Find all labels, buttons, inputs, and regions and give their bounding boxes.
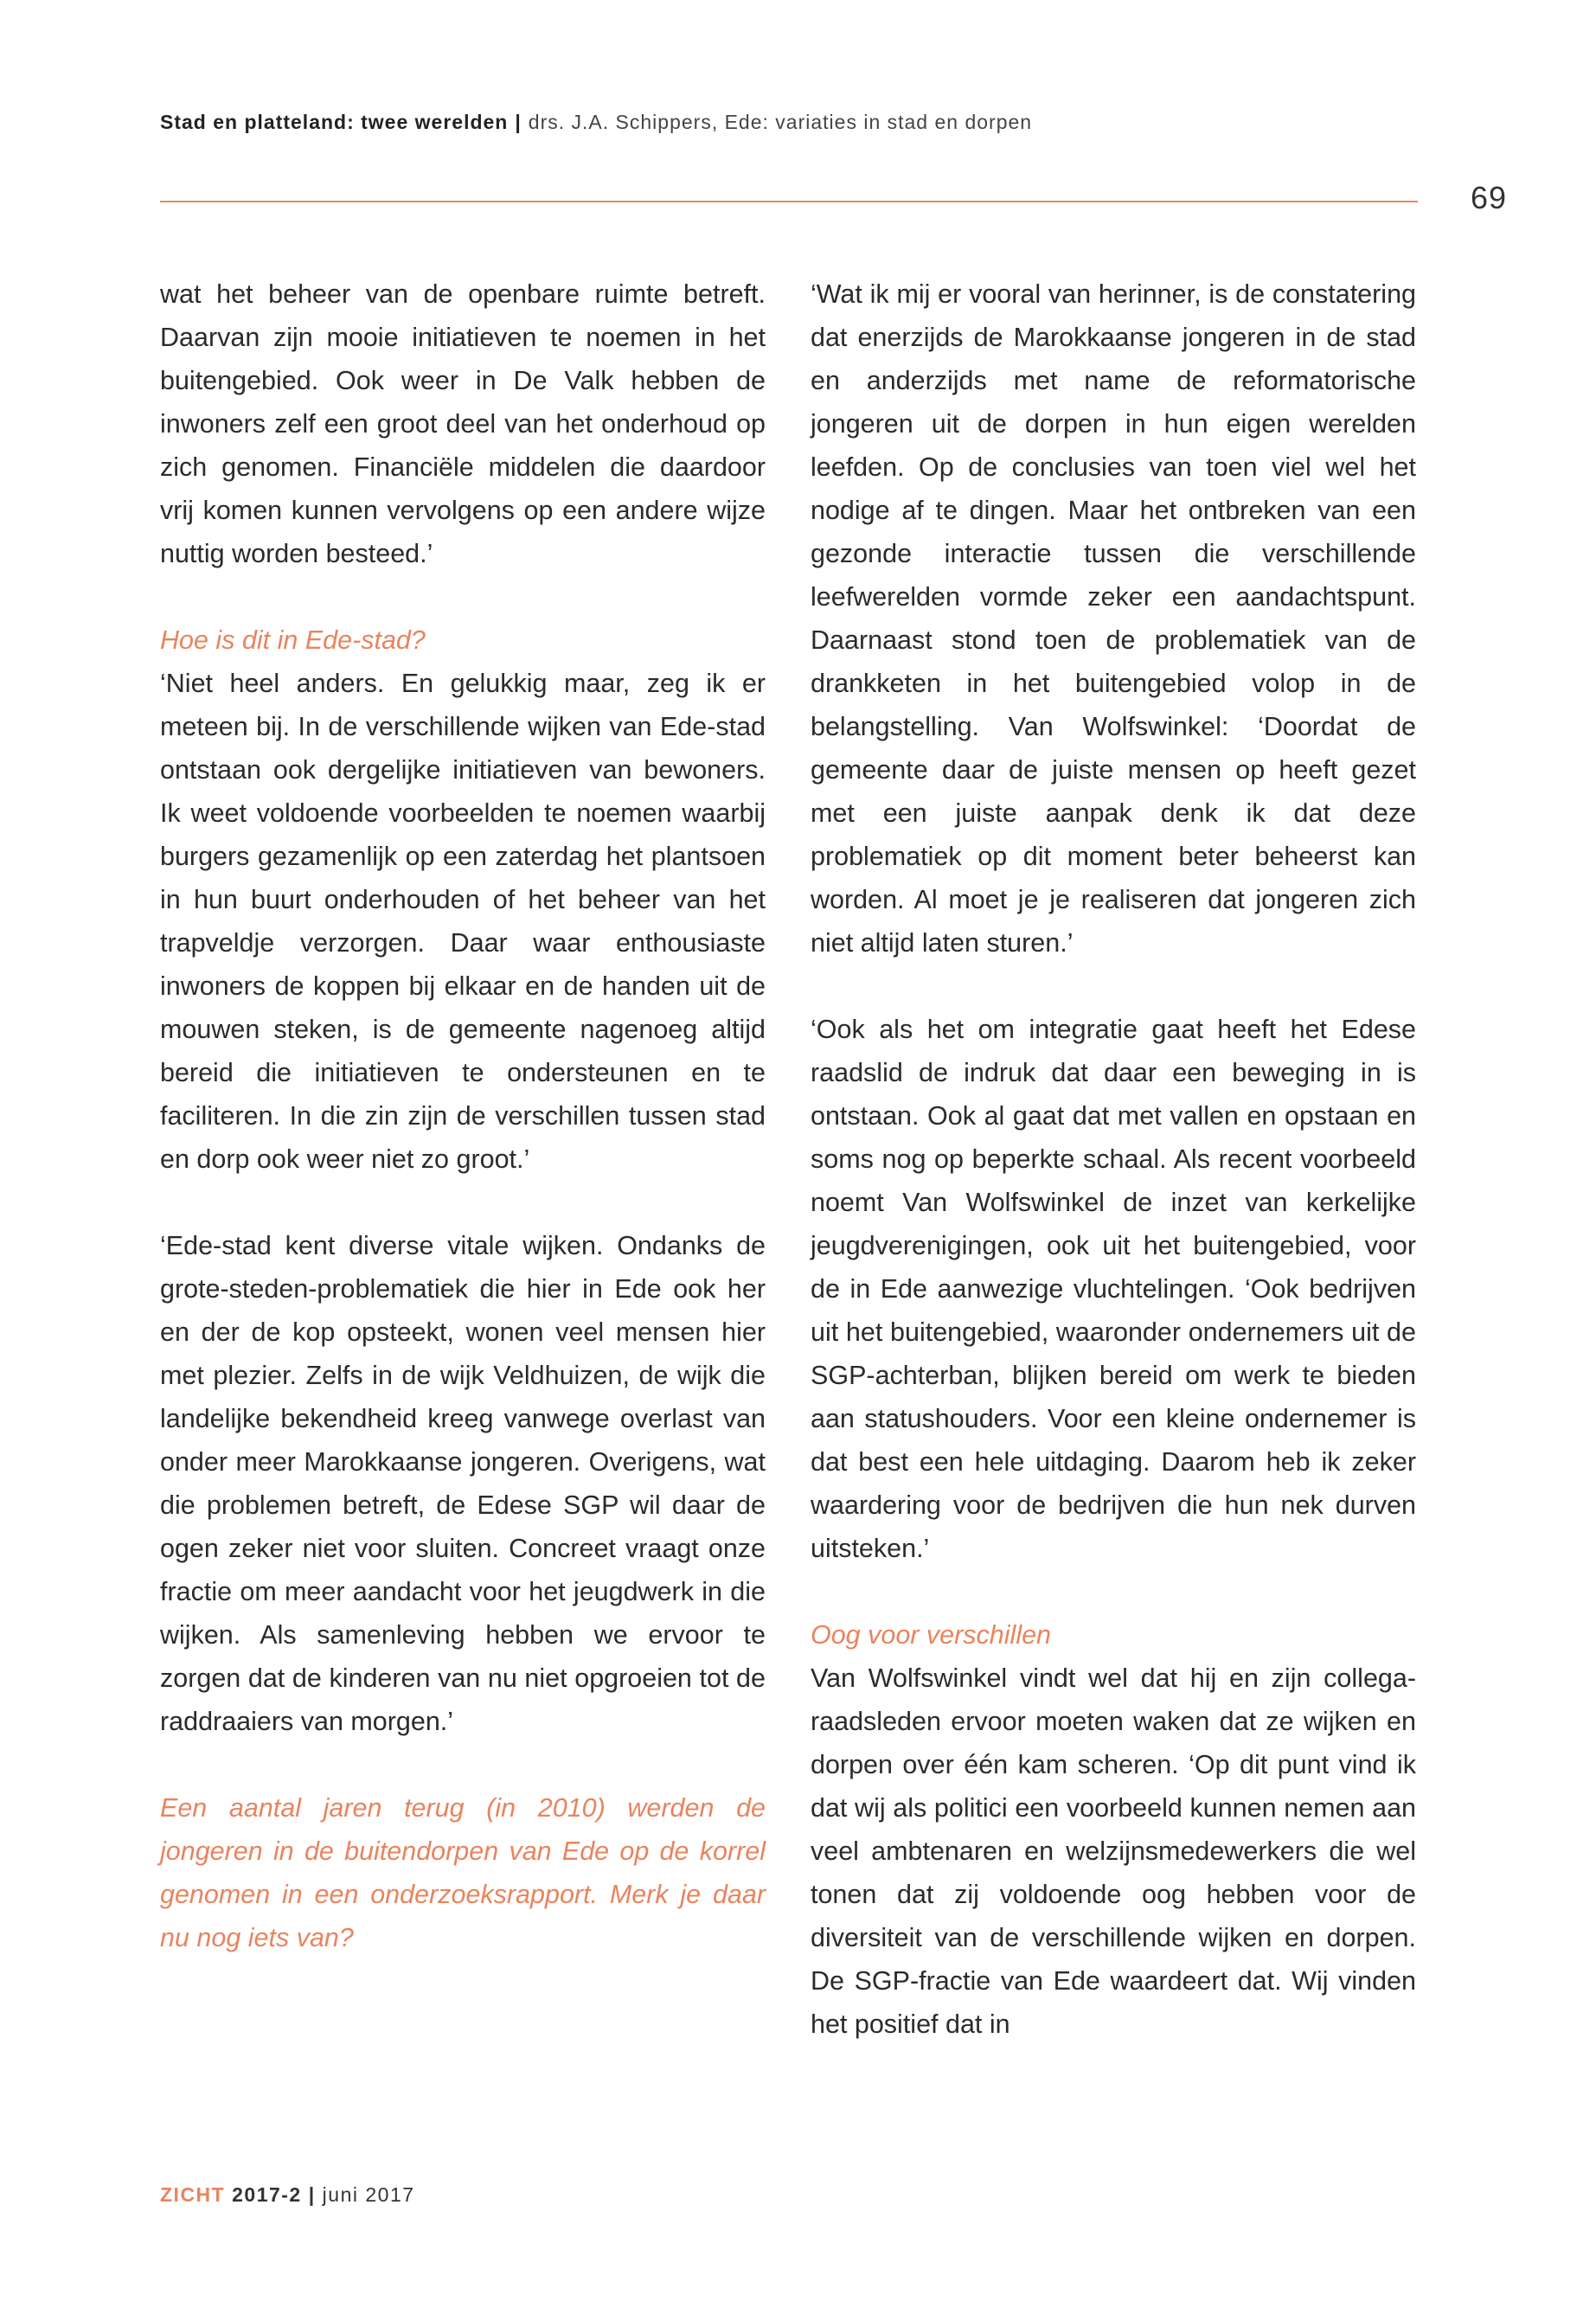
footer bbox=[160, 2183, 415, 2207]
paragraph: ‘Ook als het om integratie gaat heeft het Edese raadslid de indruk dat daar een beweging in is ontstaan. Ook al gaat dat met vallen en opstaan en soms nog op beperkte schaal. Als recent voorbeeld noemt Van Wolfswinkel de inzet van kerkelijke jeugdverenigingen, ook uit het buitengebied, voor de in Ede aanwezige vluchtelingen. ‘Ook bedrijven uit het buitengebied, waaronder ondernemers uit de SGP-achterban, blijken bereid om werk te bieden aan statushouders. Voor een kleine ondernemer is dat best een hele uitdaging. Daarom heb ik zeker waardering voor de bedrijven die hun nek durven uitsteken.’ bbox=[811, 1015, 1416, 1563]
paragraph: ‘Ede-stad kent diverse vitale wijken. Ondanks de grote-steden-problematiek die hier in Ede ook her en der de kop opsteekt, wonen veel mensen hier met plezier. Zelfs in de wijk Veldhuizen, de wijk die landelijke bekendheid kreeg vanwege overlast van onder meer Marokkaanse jongeren. Overigens, wat die problemen betreft, de Edese SGP wil daar de ogen zeker niet voor sluiten. Concreet vraagt onze fractie om meer aandacht voor het jeugdwerk in die wijken. Als samenleving hebben we ervoor te zorgen dat de kinderen van nu niet opgroeien tot de raddraaiers van morgen.’ bbox=[160, 1231, 766, 1736]
page-number: 69 bbox=[1471, 180, 1508, 215]
paragraph: wat het beheer van de openbare ruimte betreft. Daarvan zijn mooie initiatieven te noemen in het buitengebied. Ook weer in De Valk hebben de inwoners zelf een groot deel van het onderhoud op zich genomen. Financiële middelen die daardoor vrij komen kunnen vervolgens op een andere wijze nuttig worden besteed.’ bbox=[160, 279, 766, 568]
right-column bbox=[811, 272, 1416, 2089]
running-header bbox=[160, 111, 1414, 134]
paragraph: ‘Wat ik mij er vooral van herinner, is de constatering dat enerzijds de Marokkaanse jongeren in de stad en anderzijds met name de reformatorische jongeren uit de dorpen in hun eigen werelden leefden. Op de conclusies van toen viel wel het nodige af te dingen. Maar het ontbreken van een gezonde interactie tussen die verschillende leefwerelden vormde zeker een aandachtspunt. Daarnaast stond toen de problematiek van de drankketen in het buitengebied volop in de belangstelling. Van Wolfswinkel: ‘Doordat de gemeente daar de juiste mensen op heeft gezet met een juiste aanpak denk ik dat deze problematiek op dit moment beter beheerst kan worden. Al moet je je realiseren dat jongeren zich niet altijd laten sturen.’ bbox=[811, 279, 1416, 958]
header-title: Stad en platteland: twee werelden bbox=[160, 111, 509, 133]
issue-number: 2017-2 bbox=[232, 2183, 302, 2206]
header-separator: | bbox=[515, 111, 522, 133]
left-column bbox=[160, 272, 766, 2003]
question-heading: Hoe is dit in Ede-stad? bbox=[160, 625, 426, 655]
header-subtitle: drs. J.A. Schippers, Ede: variaties in stad en dorpen bbox=[528, 111, 1033, 133]
section-heading: Oog voor verschillen bbox=[811, 1620, 1052, 1650]
paragraph: Van Wolfswinkel vindt wel dat hij en zijn collega-raadsleden ervoor moeten waken dat ze wijken en dorpen over één kam scheren. ‘Op dit punt vind ik dat wij als politici een voorbeeld kunnen nemen aan veel ambtenaren en welzijnsmedewerkers die wel tonen dat zij voldoende oog hebben voor de diversiteit van de verschillende wijken en dorpen. De SGP-fractie van Ede waardeert dat. Wij vinden het positief dat in bbox=[811, 1663, 1416, 2039]
footer-separator: | bbox=[308, 2183, 316, 2206]
issue-date: juni 2017 bbox=[322, 2183, 415, 2206]
question-paragraph: Een aantal jaren terug (in 2010) werden de jongeren in de buitendorpen van Ede op de korrel genomen in een onderzoeksrapport. Merk je daar nu nog iets van? bbox=[160, 1793, 766, 1952]
magazine-name: ZICHT bbox=[160, 2183, 226, 2206]
paragraph: ‘Niet heel anders. En gelukkig maar, zeg ik er meteen bij. In de verschillende wijken van Ede-stad ontstaan ook dergelijke initiatieven van bewoners. Ik weet voldoende voorbeelden te noemen waarbij burgers gezamenlijk op een zaterdag het plantsoen in hun buurt onderhouden of het beheer van het trapveldje verzorgen. Daar waar enthousiaste inwoners de koppen bij elkaar en de handen uit de mouwen steken, is de gemeente nagenoeg altijd bereid die initiatieven te ondersteunen en te faciliteren. In die zin zijn de verschillen tussen stad en dorp ook weer niet zo groot.’ bbox=[160, 669, 766, 1174]
header-rule bbox=[160, 201, 1418, 202]
